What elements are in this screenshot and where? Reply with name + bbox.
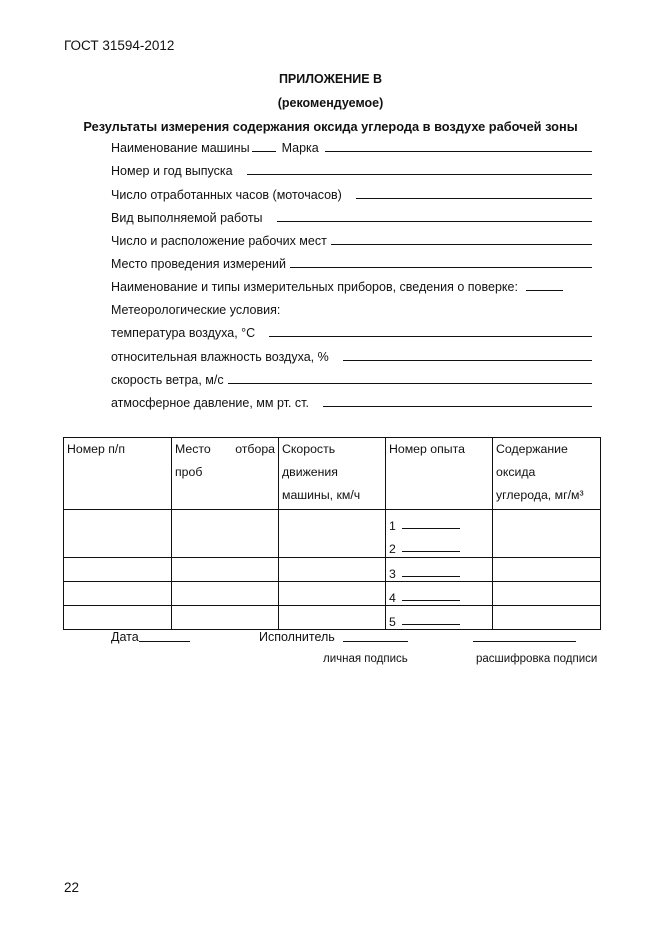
cell-trials (386, 582, 493, 606)
cell-place[interactable] (172, 606, 279, 630)
cell-speed[interactable] (279, 606, 386, 630)
field-number-year (111, 160, 592, 178)
cell-speed[interactable] (279, 582, 386, 606)
table-row (64, 606, 601, 630)
table-row (64, 582, 601, 606)
executor-label: Исполнитель (259, 630, 335, 644)
trial-4[interactable] (389, 582, 489, 605)
trial-1-blank (402, 527, 460, 529)
cell-speed[interactable] (279, 558, 386, 582)
header-place-word1: Место (175, 442, 211, 456)
trial-3-number: 3 (389, 567, 396, 581)
header-number-text: Номер п/п (67, 442, 126, 456)
header-speed-line3: машины, км/ч (282, 488, 361, 502)
trial-2[interactable] (389, 533, 489, 556)
trial-1[interactable] (389, 510, 489, 533)
cell-number[interactable] (64, 510, 172, 558)
cell-trials (386, 510, 493, 558)
header-trial (386, 438, 493, 510)
cell-content[interactable] (493, 582, 601, 606)
trial-5-blank (402, 623, 460, 625)
cell-place[interactable] (172, 582, 279, 606)
trial-3-blank (402, 575, 460, 577)
header-content-line2: оксида (496, 465, 536, 479)
header-place (172, 438, 279, 510)
cell-content[interactable] (493, 510, 601, 558)
brand-label: Марка (281, 141, 319, 155)
field-work-type (111, 207, 592, 225)
field-machine-name (111, 137, 592, 155)
table-row (64, 510, 601, 558)
header-place-line2: проб (175, 465, 203, 479)
table-row (64, 558, 601, 582)
location-label: Место проведения измерений (111, 257, 287, 271)
trial-4-blank (402, 599, 460, 601)
workplaces-blank (331, 243, 592, 245)
trial-5[interactable] (389, 606, 489, 629)
humidity-label: относительная влажность воздуха, % (111, 350, 329, 364)
brand-blank (325, 150, 592, 152)
appendix-status: (рекомендуемое) (277, 96, 384, 110)
header-trial-text: Номер опыта (389, 442, 465, 456)
pressure-label: атмосферное давление, мм рт. ст. (111, 396, 309, 410)
cell-content[interactable] (493, 558, 601, 582)
appendix-title: ПРИЛОЖЕНИЕ В (278, 72, 383, 86)
number-year-label: Номер и год выпуска (111, 164, 233, 178)
cell-place[interactable] (172, 510, 279, 558)
header-speed-line2: движения (282, 465, 338, 479)
cell-trials (386, 606, 493, 630)
hours-label: Число отработанных часов (моточасов) (111, 188, 342, 202)
date-blank (139, 640, 190, 642)
trial-5-number: 5 (389, 615, 396, 629)
date-field (111, 628, 190, 644)
header-speed-line1: Скорость (282, 442, 336, 456)
field-humidity (111, 346, 592, 364)
personal-signature-caption: личная подпись (323, 653, 408, 665)
workplaces-label: Число и расположение рабочих мест (111, 234, 327, 248)
cell-trials (386, 558, 493, 582)
field-meteo (111, 299, 592, 317)
field-pressure (111, 392, 592, 410)
hours-blank (356, 197, 592, 199)
page-number: 22 (64, 880, 80, 895)
personal-signature-blank (343, 640, 408, 642)
instruments-label: Наименование и типы измерительных приборов, сведения о поверке: (111, 280, 518, 294)
cell-speed[interactable] (279, 510, 386, 558)
work-type-blank (277, 220, 592, 222)
header-number (64, 438, 172, 510)
trial-2-number: 2 (389, 542, 396, 556)
location-blank (290, 266, 592, 268)
cell-place[interactable] (172, 558, 279, 582)
temperature-label: температура воздуха, °С (111, 326, 256, 340)
trial-4-number: 4 (389, 591, 396, 605)
wind-blank (228, 382, 592, 384)
meteo-label: Метеорологические условия: (111, 303, 281, 317)
field-hours (111, 184, 592, 202)
trial-3[interactable] (389, 558, 489, 581)
machine-name-label: Наименование машины (111, 141, 250, 155)
cell-number[interactable] (64, 558, 172, 582)
header-content-line1: Содержание (496, 442, 568, 456)
cell-number[interactable] (64, 606, 172, 630)
field-temperature (111, 322, 592, 340)
cell-number[interactable] (64, 582, 172, 606)
header-place-word2: отбора (235, 442, 275, 456)
instruments-blank (526, 289, 563, 291)
header-speed (279, 438, 386, 510)
field-instruments (111, 276, 592, 294)
signature-decoding-caption: расшифровка подписи (476, 653, 598, 665)
results-table (63, 437, 601, 630)
humidity-blank (343, 359, 592, 361)
number-year-blank (247, 173, 592, 175)
table-header-row (64, 438, 601, 510)
document-code: ГОСТ 31594-2012 (64, 38, 175, 53)
field-location (111, 253, 592, 271)
field-wind (111, 369, 592, 387)
signature-decoding-field (473, 628, 576, 644)
trial-1-number: 1 (389, 519, 396, 533)
trial-2-blank (402, 550, 460, 552)
appendix-subtitle: Результаты измерения содержания оксида углерода в воздухе рабочей зоны (83, 119, 578, 134)
pressure-blank (323, 405, 592, 407)
work-type-label: Вид выполняемой работы (111, 211, 263, 225)
header-content (493, 438, 601, 510)
temperature-blank (269, 335, 592, 337)
wind-label: скорость ветра, м/с (111, 373, 224, 387)
signature-decoding-blank (473, 640, 576, 642)
field-workplaces (111, 230, 592, 248)
header-content-line3: углерода, мг/м³ (496, 488, 584, 502)
date-label: Дата (111, 630, 139, 644)
machine-name-blank (252, 150, 276, 152)
header-place-line1 (175, 438, 275, 461)
executor-field (259, 628, 408, 644)
cell-content[interactable] (493, 606, 601, 630)
